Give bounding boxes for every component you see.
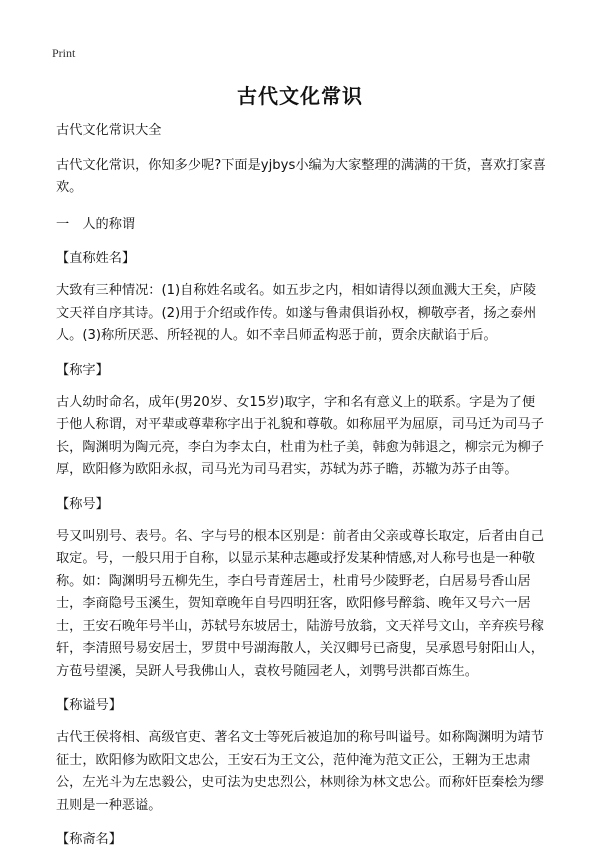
subheading-courtesy-name <box>56 360 548 382</box>
page-title: 古代文化常识 <box>237 84 363 108</box>
subheading-studio-name <box>56 829 548 851</box>
intro-paragraph: 古代文化常识，你知多少呢?下面是yjbys小编为大家整理的满满的干货，喜欢打家喜欢。 <box>56 157 546 195</box>
subheading-art-name <box>56 494 548 516</box>
heading-label: 【 称谥号 】 <box>56 698 122 713</box>
paragraph-courtesy-name: 古人幼时命名，成年(男20岁、女15岁)取字，字和名有意义上的联系。字是为了便于他人称谓，对平辈或尊辈称字出于礼貌和尊敬。如称屈平为屈原，司马迁为司马子长，陶渊明为陶元亮，李白为李太白，杜甫为杜子美，韩愈为韩退之，柳宗元为柳子厚，欧阳修为欧阳永叔，司马光为司马君实，苏轼为苏子瞻，苏辙为苏子由等。 <box>56 394 544 477</box>
section-heading: 一 人的称谓 <box>56 216 136 232</box>
heading-label: 【 称字 】 <box>56 363 109 378</box>
paragraph-art-name: 号又叫别号、表号。名、字与号的根本区别是：前者由父亲或尊长取定，后者由自己取定。号，一般只用于自称，以显示某种志趣或抒发某种情感,对人称号也是一种敬称。如：陶渊明号五柳先生，李白号青莲居士，杜甫号少陵野老，白居易号香山居士，李商隐号玉溪生，贺知章晚年自号四明狂客，欧阳修号醉翁、晚年又号六一居士，王安石晚年号半山，苏轼号东坡居士，陆游号放翁，文天祥号文山，辛弃疾号稼轩，李清照号易安居士，罗贯中号湖海散人，关汉卿号已斋叟，吴承恩号射阳山人，方苞号望溪，吴趼人号我佛山人，袁枚号随园老人，刘鹗号洪都百炼生。 <box>56 528 544 679</box>
heading-label: 【 称斋名 】 <box>56 832 122 847</box>
heading-label: 【 称号 】 <box>56 497 109 512</box>
subheading-direct-name <box>56 248 548 270</box>
article-body <box>56 120 548 863</box>
print-link[interactable]: Print <box>52 46 76 60</box>
heading-label: 【 直称姓名 】 <box>56 251 135 266</box>
paragraph-posthumous-name: 古代王侯将相、高级官吏、著名文士等死后被追加的称号叫谥号。如称陶渊明为靖节征士，欧阳修为欧阳文忠公，王安石为王文公，范仲淹为范文正公，王翱为王忠肃公，左光斗为左忠毅公，史可法为史忠烈公，林则徐为林文忠公。而称奸臣秦桧为缪丑则是一种恶谥。 <box>56 730 544 813</box>
subheading-posthumous-name <box>56 695 548 717</box>
paragraph-direct-name: 大致有三种情况：(1)自称姓名或名。如五步之内，相如请得以颈血溅大王矣，庐陵文天祥自序其诗。(2)用于介绍或作传。如遂与鲁肃俱诣孙权，柳敬亭者，扬之泰州人。(3)称所厌恶、所轻视的人。如不幸吕师孟构恶于前，贾余庆献谄于后。 <box>56 283 537 343</box>
article-subtitle: 古代文化常识大全 <box>56 123 162 138</box>
